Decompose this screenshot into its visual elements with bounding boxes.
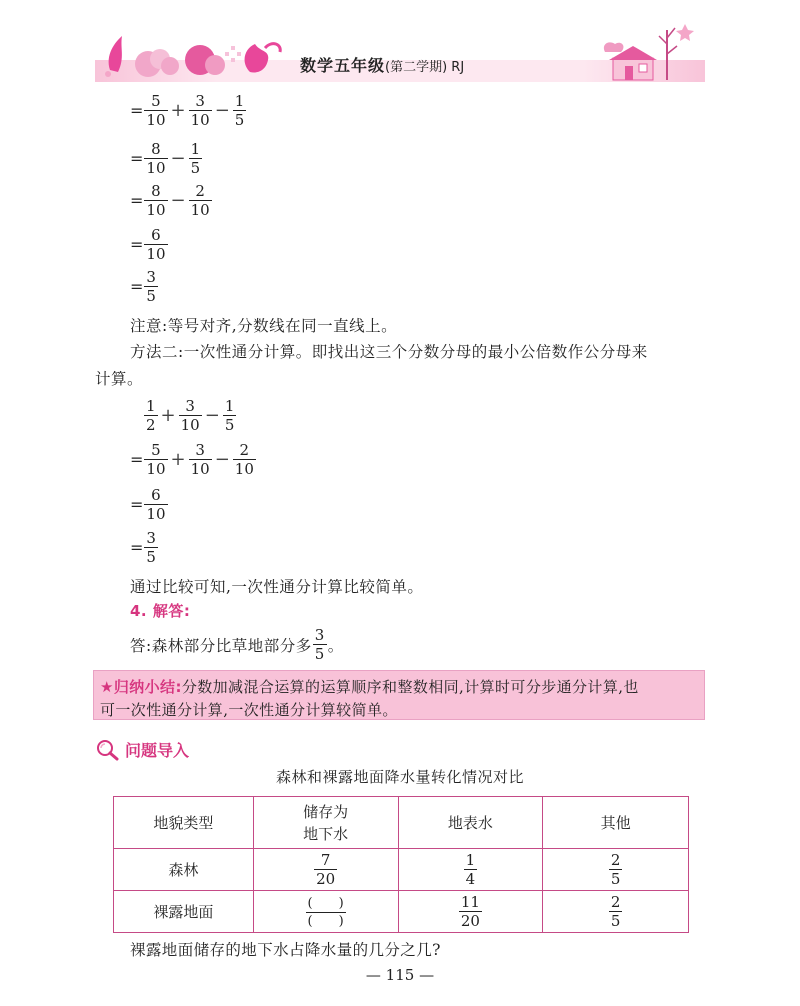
numerator: 6 [151,226,161,244]
equals-sign: = [130,101,144,120]
fraction [189,140,203,177]
header-line: 地下水 [303,824,349,843]
magnifier-icon [95,739,121,761]
table-cell: 森林 [114,849,254,891]
numerator: 3 [195,92,205,110]
denominator: 10 [190,460,210,478]
numerator: 3 [146,268,156,286]
denominator: 5 [224,416,235,434]
fraction [179,397,202,434]
operator: + [170,449,186,470]
section-title: 问题导入 [125,741,190,760]
numerator: 11 [460,893,480,911]
denominator: 10 [146,505,166,523]
fraction [233,441,256,478]
table-cell [398,849,543,891]
fraction [189,182,212,219]
operator: − [170,190,186,211]
fraction [144,226,167,263]
numerator: 2 [195,182,205,200]
table-cell [543,849,689,891]
calc2-step2 [130,486,169,523]
denominator: 5 [190,159,201,177]
denominator: 10 [190,111,210,129]
note-text: 注意:等号对齐,分数线在同一直线上。 [130,317,398,335]
numerator: 3 [314,626,325,644]
method2-line1: 方法二:一次性通分计算。即找出这三个分数分母的最小公倍数作公分母来 [130,343,648,361]
table-row [114,891,689,933]
page-number: — 115 — [365,966,435,984]
denominator: 20 [316,870,336,888]
calc1-step5 [130,268,159,305]
q4-label: 4. 解答: [130,602,191,620]
page-header [0,0,800,90]
denominator: 10 [146,460,166,478]
numerator: 5 [151,441,161,459]
summary-text: 分数加减混合运算的运算顺序和整数相同,计算时可分步通分计算,也 [181,678,639,696]
answer-blank-denominator[interactable]: ( ) [307,914,344,929]
calc1-step3 [130,182,213,219]
comparison-table [113,796,689,933]
header-cell: 地表水 [398,797,543,849]
house-tree-decoration-icon [595,14,705,84]
equals-sign: = [130,450,144,469]
denominator: 10 [180,416,200,434]
calc1-step2 [130,140,203,177]
method2-line2: 计算。 [95,370,144,388]
summary-label: ★归纳小结: [100,678,182,696]
operator: + [160,405,176,426]
header-cell [253,797,398,849]
book-title: 数学五年级 [300,56,386,75]
table-row [114,849,689,891]
denominator: 5 [234,111,245,129]
numerator: 2 [610,893,621,911]
numerator: 1 [224,397,235,415]
answer-text: 答:森林部分比草地部分多 [130,636,312,655]
flower-decoration-icon [100,30,290,80]
denominator: 10 [234,460,254,478]
equals-sign: = [130,538,144,557]
header-cell: 其他 [543,797,689,849]
fraction [233,92,247,129]
numerator: 1 [234,92,245,110]
numerator: 1 [190,140,201,158]
numerator: 8 [151,140,161,158]
denominator: 5 [146,287,156,305]
fraction [144,268,158,305]
numerator: 2 [610,851,621,869]
operator: + [170,100,186,121]
fraction [144,92,167,129]
section-heading [95,738,189,761]
table-cell [398,891,543,933]
fraction [189,92,212,129]
denominator: 2 [146,416,156,434]
denominator: 10 [146,245,166,263]
operator: − [170,148,186,169]
denominator: 5 [314,645,325,663]
denominator: 5 [610,912,621,930]
question-text: 裸露地面储存的地下水占降水量的几分之几? [130,941,441,959]
denominator: 5 [146,548,156,566]
equals-sign: = [130,149,144,168]
table-cell: 裸露地面 [114,891,254,933]
equals-sign: = [130,191,144,210]
fraction [144,140,167,177]
equals-sign: = [130,495,144,514]
header-line: 储存为 [303,802,349,821]
numerator: 7 [320,851,331,869]
operator: − [214,449,230,470]
fraction [144,182,167,219]
answer-blank-cell[interactable] [253,891,398,933]
calc1-step1 [130,92,247,129]
numerator: 6 [151,486,161,504]
calc1-step4 [130,226,169,263]
fraction [144,529,158,566]
denominator: 10 [146,159,166,177]
fraction [313,626,327,663]
table-cell [543,891,689,933]
fraction [144,397,158,434]
calc2-step0 [143,397,237,434]
numerator: 3 [146,529,156,547]
numerator: 3 [185,397,195,415]
summary-box [93,670,705,720]
fraction [189,441,212,478]
book-subtitle: (第二学期) RJ [385,60,465,75]
q4-answer [130,626,344,663]
fraction [144,486,167,523]
fraction [223,397,237,434]
denominator: 10 [146,111,166,129]
denominator: 10 [146,201,166,219]
numerator: 1 [465,851,476,869]
fraction [144,441,167,478]
numerator: 5 [151,92,161,110]
header-title [300,53,464,76]
calc2-step3 [130,529,159,566]
denominator: 4 [465,870,476,888]
numerator: 1 [146,397,156,415]
denominator: 20 [460,912,480,930]
table-caption: 森林和裸露地面降水量转化情况对比 [275,768,524,786]
equals-sign: = [130,277,144,296]
header-cell: 地貌类型 [114,797,254,849]
numerator: 8 [151,182,161,200]
operator: − [204,405,220,426]
denominator: 5 [610,870,621,888]
summary-line1 [100,676,639,697]
calc2-step1 [130,441,257,478]
numerator: 3 [195,441,205,459]
compare-text: 通过比较可知,一次性通分计算比较简单。 [130,578,424,596]
summary-line2: 可一次性通分计算,一次性通分计算较简单。 [100,701,398,719]
table-header-row [114,797,689,849]
table-cell [253,849,398,891]
answer-suffix: 。 [327,636,344,655]
denominator: 10 [190,201,210,219]
numerator: 2 [239,441,250,459]
answer-blank-numerator[interactable]: ( ) [307,896,344,911]
equals-sign: = [130,235,144,254]
operator: − [214,100,230,121]
